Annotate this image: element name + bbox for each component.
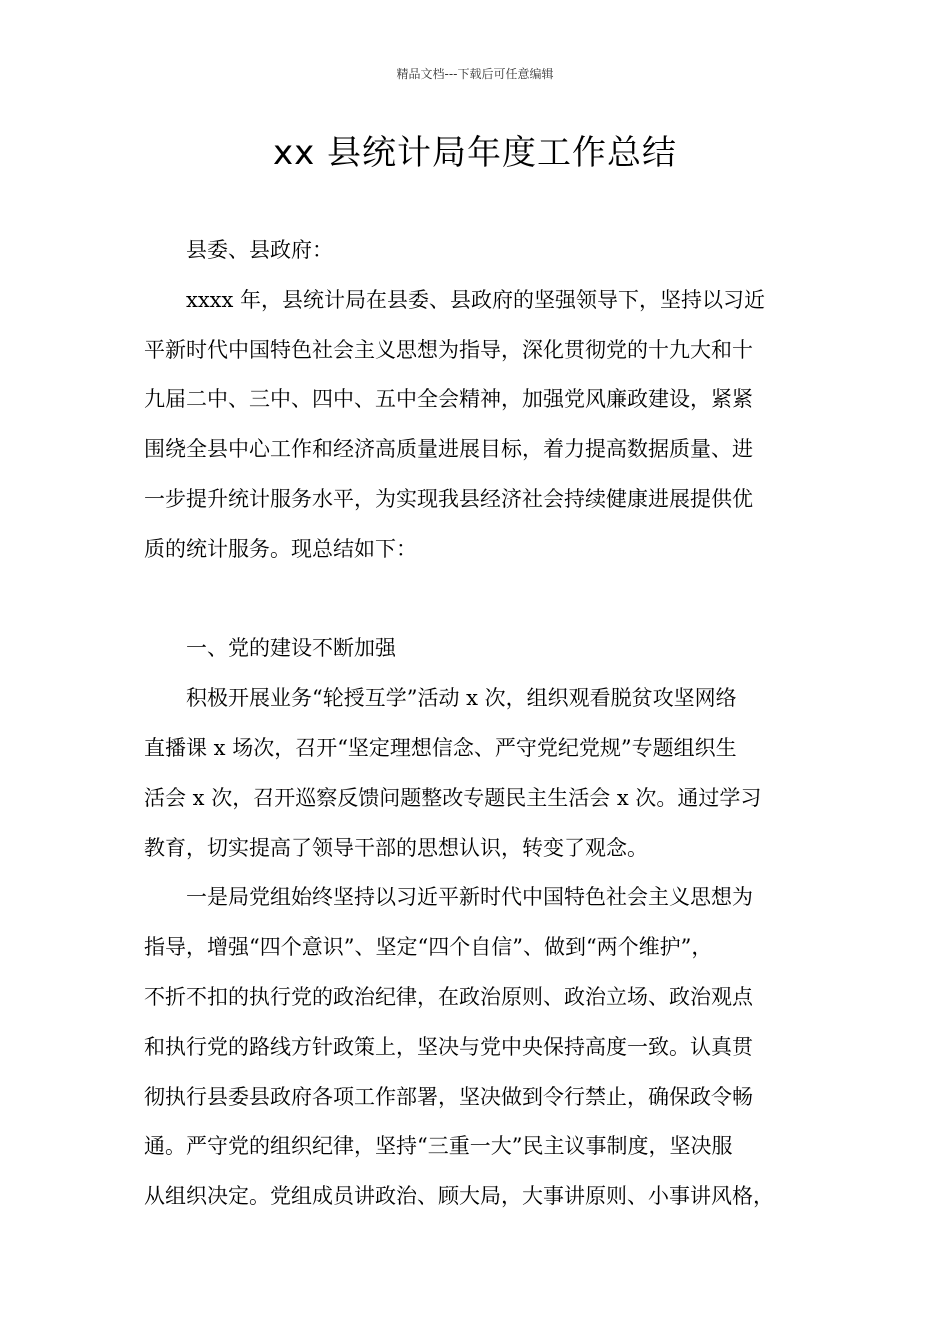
intro-paragraph [144, 276, 814, 575]
text-line: 质的统计服务。现总结如下： [144, 536, 417, 561]
text-line: 指导，增强“四个意识”、坚定“四个自信”、做到“两个维护”， [144, 935, 713, 960]
text-line: 彻执行县委县政府各项工作部署，坚决做到令行禁止，确保政令畅 [144, 1084, 753, 1109]
text-line: 一是局党组始终坚持以习近平新时代中国特色社会主义思想为 [186, 885, 753, 910]
header-note: 精品文档---下载后可任意编辑 [396, 67, 554, 81]
text-line: 不折不扣的执行党的政治纪律，在政治原则、政治立场、政治观点 [144, 984, 753, 1009]
document-body [144, 226, 814, 1222]
text-line: 活会 x 次，召开巡察反馈问题整改专题民主生活会 x 次。通过学习 [144, 785, 762, 810]
text-line: 平新时代中国特色社会主义思想为指导，深化贯彻党的十九大和十 [144, 337, 753, 362]
text-line: 围绕全县中心工作和经济高质量进展目标，着力提高数据质量、进 [144, 437, 753, 462]
text-line: 教育，切实提高了领导干部的思想认识，转变了观念。 [144, 835, 648, 860]
text-line: 九届二中、三中、四中、五中全会精神，加强党风廉政建设，紧紧 [144, 387, 753, 412]
text-line: xxxx 年，县统计局在县委、县政府的坚强领导下，坚持以习近 [186, 287, 766, 312]
text-line: 一步提升统计服务水平，为实现我县经济社会持续健康进展提供优 [144, 486, 753, 511]
section-heading: 一、党的建设不断加强 [186, 636, 396, 661]
section1-paragraph-1 [144, 674, 814, 873]
text-line: 和执行党的路线方针政策上，坚决与党中央保持高度一致。认真贯 [144, 1034, 753, 1059]
greeting: 县委、县政府： [186, 238, 333, 262]
document-title: xx 县统计局年度工作总结 [272, 133, 678, 173]
text-line: 直播课 x 场次，召开“坚定理想信念、严守党纪党规”专题组织生 [144, 735, 737, 760]
text-line: 通。严守党的组织纪律，坚持“三重一大”民主议事制度，坚决服 [144, 1134, 733, 1159]
text-line: 积极开展业务“轮授互学”活动 x 次，组织观看脱贫攻坚网络 [186, 686, 737, 711]
section1-paragraph-2 [144, 873, 814, 1222]
text-line: 从组织决定。党组成员讲政治、顾大局，大事讲原则、小事讲风格， [144, 1184, 774, 1209]
